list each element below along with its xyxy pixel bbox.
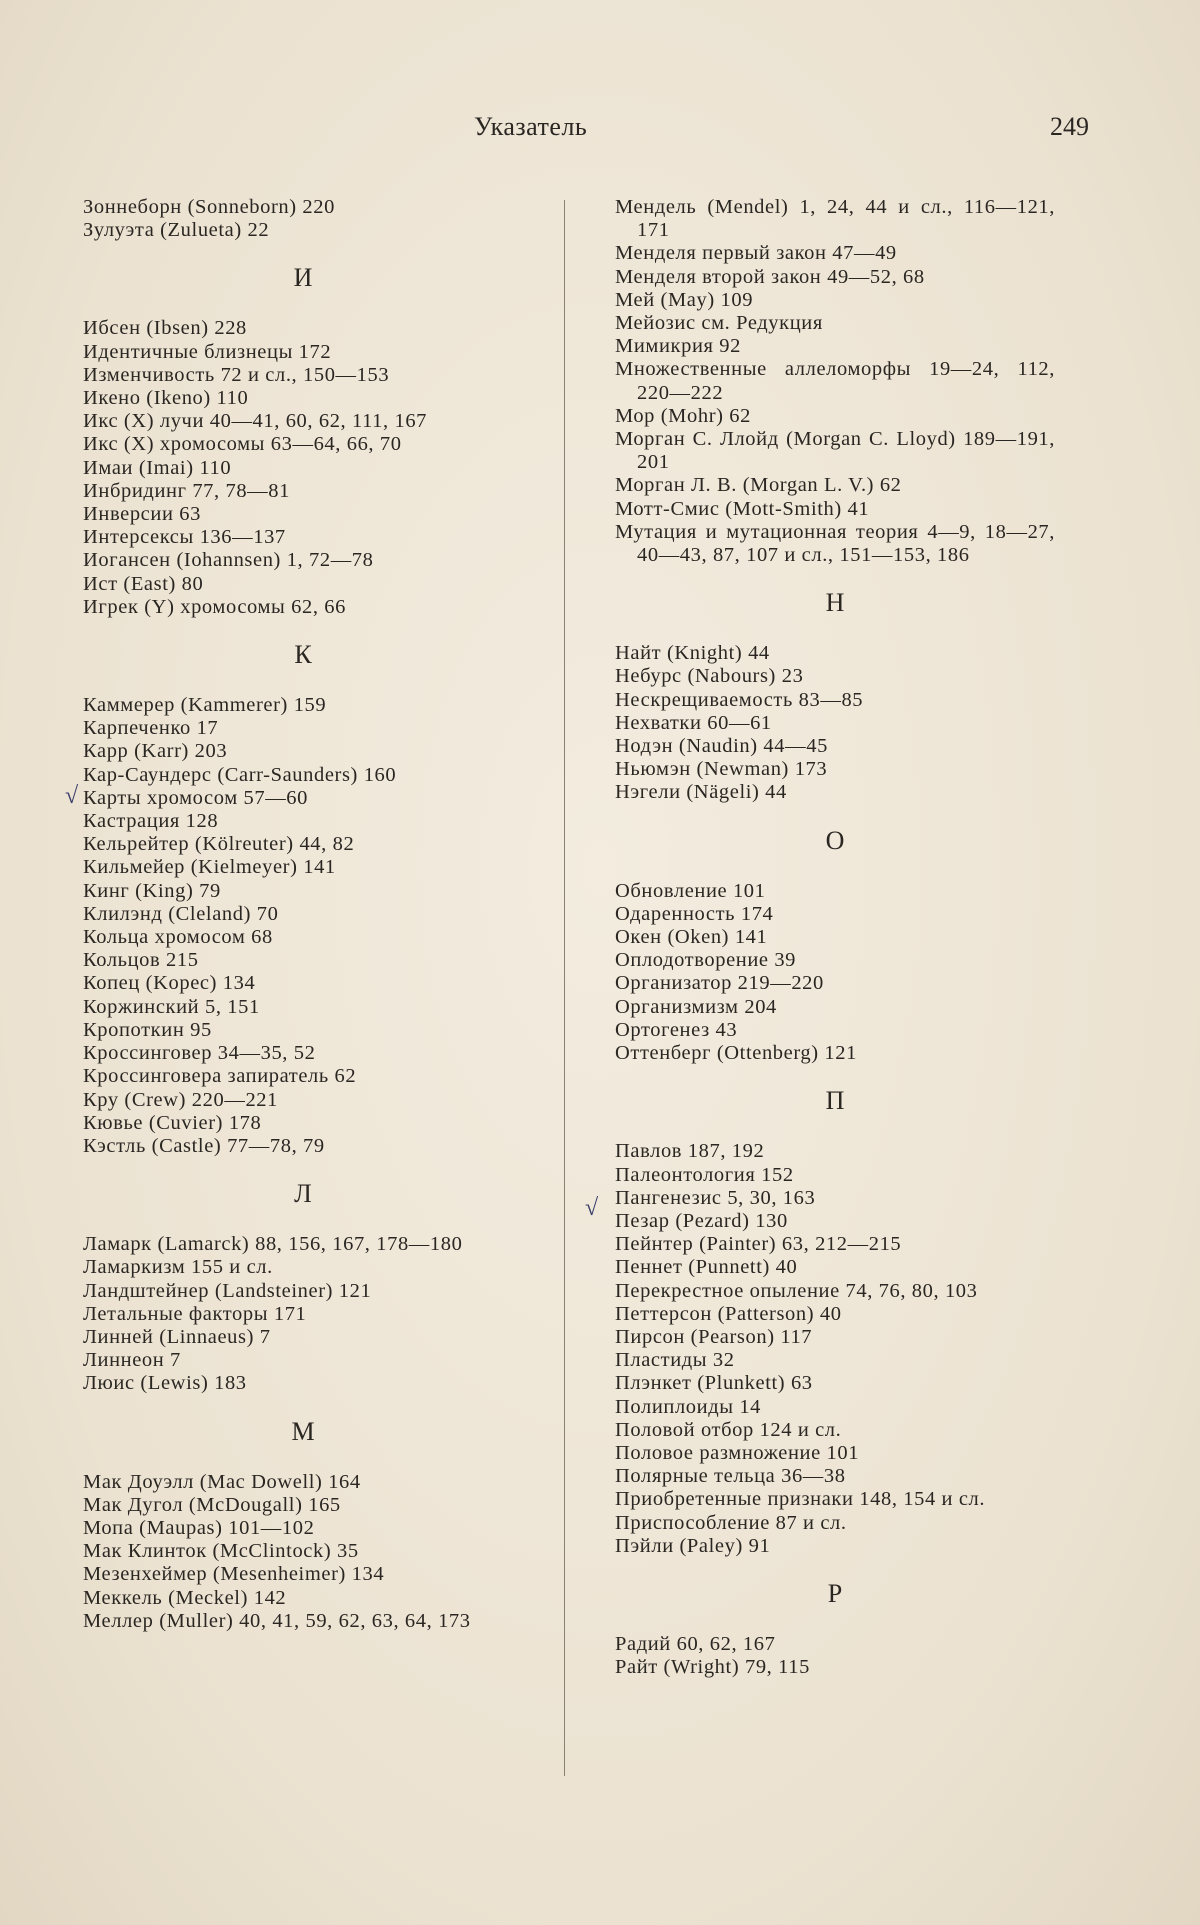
index-entry: Мак Дугол (McDougall) 165 [83,1493,341,1516]
index-entry: Мак Доуэлл (Mac Dowell) 164 [83,1470,361,1493]
index-entry: Икс (X) хромосомы 63—64, 66, 70 [83,433,402,456]
index-entry: Полиплоиды 14 [615,1395,762,1418]
index-entry: Инбридинг 77, 78—81 [83,479,290,502]
index-entry: Кроссинговера запиратель 62 [83,1065,357,1088]
index-entry: Имаи (Imai) 110 [83,456,232,479]
index-entry: Морган С. Ллойд (Morgan C. Lloyd) 189—191, 201 [615,428,1055,474]
index-letter-heading: О [825,825,845,855]
index-entry: Менделя второй закон 49—52, 68 [615,265,925,288]
index-entry: Коржинский 5, 151 [83,995,260,1018]
index-entry: Мак Клинток (McClintock) 35 [83,1540,359,1563]
index-entry: Зулуэта (Zulueta) 22 [83,219,270,242]
index-entry: Организмизм 204 [615,995,777,1018]
index-entry: Морган Л. В. (Morgan L. V.) 62 [615,474,902,497]
index-entry: Кар-Саундерс (Carr-Saunders) 160 [83,763,397,786]
index-entry: Мимикрия 92 [615,335,741,358]
index-entry: Пейнтер (Painter) 63, 212—215 [615,1233,902,1256]
index-entry: Кельрейтер (Kölreuter) 44, 82 [83,833,355,856]
index-entry: Ист (East) 80 [83,572,204,595]
index-entry: Карр (Karr) 203 [83,740,228,763]
index-letter-heading: К [294,640,312,670]
index-entry: Кинг (King) 79 [83,879,221,902]
page-header [0,112,1200,152]
index-entry: Ламаркизм 155 и сл. [83,1256,273,1279]
index-entry: Приспособление 87 и сл. [615,1511,847,1534]
index-entry: Карпеченко 17 [83,717,219,740]
index-entry: Одаренность 174 [615,902,774,925]
index-entry: Летальные факторы 171 [83,1302,307,1325]
index-entry: Карты хромосом 57—60 [83,786,308,809]
index-entry: Меккель (Meckel) 142 [83,1586,287,1609]
index-entry: Интерсексы 136—137 [83,526,286,549]
index-letter-heading: Р [827,1578,843,1608]
index-entry: Ортогенез 43 [615,1018,738,1041]
index-entry: Множественные аллеломорфы 19—24, 112, 220—222 [615,358,1055,404]
index-entry: Приобретенные признаки 148, 154 и сл. [615,1488,986,1511]
index-entry: Меллер (Muller) 40, 41, 59, 62, 63, 64, 173 [83,1609,471,1632]
index-entry: Иогансен (Iohannsen) 1, 72—78 [83,549,374,572]
index-entry: Пэйли (Paley) 91 [615,1534,771,1557]
index-letter-heading: Л [294,1179,312,1209]
index-entry: Клилэнд (Cleland) 70 [83,902,279,925]
index-entry: Мутация и мутационная теория 4—9, 18—27, 40—43, 87, 107 и сл., 151—153, 186 [615,520,1055,567]
index-entry: Ландштейнер (Landsteiner) 121 [83,1279,372,1302]
index-entry: Окен (Oken) 141 [615,926,768,949]
index-entry: Пангенезис 5, 30, 163 [615,1186,816,1209]
index-entry: Ибсен (Ibsen) 228 [83,317,247,340]
index-entry: Ньюмэн (Newman) 173 [615,758,828,781]
index-entry: Небурс (Nabours) 23 [615,665,804,688]
index-entry: Кэстль (Castle) 77—78, 79 [83,1134,325,1157]
index-entry: Мендель (Mendel) 1, 24, 44 и сл., 116—121, 171 [615,196,1055,242]
index-column-left [83,196,523,1633]
index-entry: Кропоткин 95 [83,1018,212,1041]
index-entry: Оттенберг (Ottenberg) 121 [615,1042,857,1065]
index-entry: Кильмейер (Kielmeyer) 141 [83,856,336,879]
index-entry: Нодэн (Naudin) 44—45 [615,735,828,758]
index-entry: Перекрестное опыление 74, 76, 80, 103 [615,1279,978,1302]
index-entry: Икено (Ikeno) 110 [83,387,249,410]
index-entry: Полярные тельца 36—38 [615,1465,846,1488]
index-entry: Райт (Wright) 79, 115 [615,1656,810,1679]
index-entry: Зоннеборн (Sonneborn) 220 [83,196,335,218]
index-entry: Кастрация 128 [83,810,219,833]
index-entry: Половое размножение 101 [615,1441,860,1464]
index-entry: Мопа (Maupas) 101—102 [83,1516,315,1539]
index-entry: Мотт-Смис (Mott-Smith) 41 [615,497,870,520]
index-entry: Пеннет (Punnett) 40 [615,1256,798,1279]
index-entry: Обновление 101 [615,879,766,902]
index-entry: Нэгели (Nägeli) 44 [615,781,787,804]
index-entry: Идентичные близнецы 172 [83,340,332,363]
index-entry: Пезар (Pezard) 130 [615,1209,788,1232]
index-entry: Пирсон (Pearson) 117 [615,1325,813,1348]
index-entry: Кру (Crew) 220—221 [83,1088,279,1111]
index-entry: Линнеон 7 [83,1349,181,1372]
index-entry: Оплодотворение 39 [615,949,797,972]
index-entry: Кроссинговер 34—35, 52 [83,1042,316,1065]
page-number: 249 [1050,112,1089,141]
index-entry: Менделя первый закон 47—49 [615,242,897,265]
column-divider [564,200,565,1776]
index-entry: Ламарк (Lamarck) 88, 156, 167, 178—180 [83,1233,463,1256]
index-entry: Палеонтология 152 [615,1163,794,1186]
index-entry: Кювье (Cuvier) 178 [83,1111,262,1134]
index-entry: Мор (Mohr) 62 [615,404,751,427]
pencil-check-mark: √ [585,1195,599,1221]
index-entry: Нехватки 60—61 [615,711,772,734]
index-entry: Люис (Lewis) 183 [83,1372,247,1395]
index-entry: Найт (Knight) 44 [615,642,770,665]
index-letter-heading: П [825,1086,845,1116]
index-entry: Мейозис см. Редукция [615,312,823,335]
index-letter-heading: М [291,1416,315,1446]
index-entry: Инверсии 63 [83,503,201,526]
running-title: Указатель [474,112,588,141]
index-entry: Кольца хромосом 68 [83,926,273,949]
index-entry: Организатор 219—220 [615,972,824,995]
index-entry: Половой отбор 124 и сл. [615,1418,842,1441]
index-letter-heading: Н [825,588,845,618]
index-column-right [615,196,1055,1679]
index-entry: Каммерер (Kammerer) 159 [83,694,327,717]
index-entry: Линней (Linnaeus) 7 [83,1325,271,1348]
index-entry: Копец (Kopec) 134 [83,972,256,995]
index-entry: Икс (X) лучи 40—41, 60, 62, 111, 167 [83,410,428,433]
index-letter-heading: И [293,263,313,293]
index-entry: Игрек (Y) хромосомы 62, 66 [83,595,347,618]
index-entry: Мезенхеймер (Mesenheimer) 134 [83,1563,385,1586]
index-entry: Изменчивость 72 и сл., 150—153 [83,363,390,386]
index-entry: Кольцов 215 [83,949,199,972]
index-entry: Павлов 187, 192 [615,1140,765,1163]
index-entry: Петтерсон (Patterson) 40 [615,1302,842,1325]
index-entry: Радий 60, 62, 167 [615,1632,776,1655]
index-entry: Пластиды 32 [615,1349,735,1372]
index-entry: Мей (May) 109 [615,288,754,311]
index-entry: Плэнкет (Plunkett) 63 [615,1372,813,1395]
pencil-check-mark: √ [65,783,79,809]
index-entry: Нескрещиваемость 83—85 [615,688,864,711]
